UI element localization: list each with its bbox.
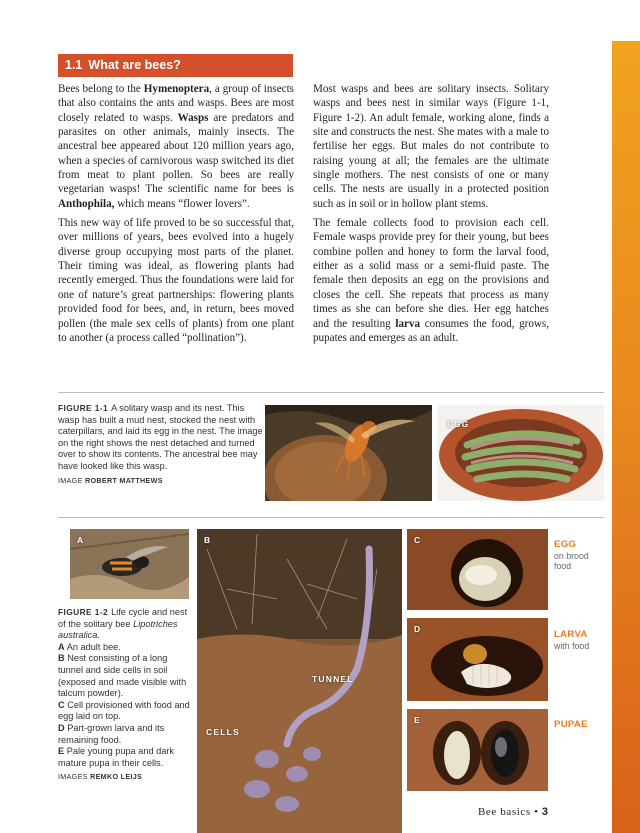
egg-cell-photo [407, 529, 548, 610]
paragraph: Bees belong to the Hymenoptera, a group of insects that also contains the ants and wasps. Bees are most closely related to wasps. Wasps are predators and parasites on other animals, mainly insects. The ancestral bee appeared about 120 million years ago, when a species of carnivorous wasp switched its diet from meat to plant pollen. So bees are really vegetarian wasps! The scientific name for bees is Anthophila, which means “flower lovers”. [58, 83, 294, 210]
photo-label: B [204, 535, 212, 545]
running-footer: Bee basics [478, 806, 531, 818]
adult-bee-photo [70, 529, 189, 599]
bold-term: Hymenoptera [143, 83, 210, 95]
caption-item-c: C Cell provisioned with food and egg laid on top. [58, 699, 190, 722]
body-column-right [313, 82, 549, 350]
caption-item-d: D Part-grown larva and its remaining food. [58, 722, 165, 745]
paragraph: Most wasps and bees are solitary insects. Solitary wasps and bees nest in similar ways (Figure 1-1, Figure 1-2). An adult female, working alone, finds a site and constructs the nest. She mates with a male to fertilise her eggs. But males do not contribute to raising young at all; the females are the ultimate single mothers. The nest consists of one or many cells. The nests are usually in a protected position such as in soil or in hollow plant stems. [313, 83, 549, 210]
figure-number: FIGURE 1-1 [58, 403, 109, 413]
photo-label: C [414, 535, 422, 545]
figure-1-1-caption [58, 403, 264, 486]
larva-cell-photo [407, 618, 548, 701]
stage-label-egg: EGG on brood food [554, 539, 589, 571]
body-column-left [58, 82, 294, 350]
photo-label: A [77, 535, 85, 545]
paragraph: The female collects food to provision each cell. Female wasps provide prey for their young, but bees combine pollen and honey to form the larval food, either as a solid mass or a semi-fluid paste. The female then deposits an egg on the provisions and closes the cell. She repeats that process as many times as she can before she dies. Her egg hatches and the resulting larva consumes the food, grows, pupates and emerges as an adult. [313, 217, 549, 344]
image-credit: IMAGES REMKO LEIJS [58, 772, 143, 782]
section-heading [58, 54, 293, 77]
bold-term: Wasps [177, 111, 209, 124]
photo-label: EGG [447, 419, 470, 429]
paragraph: This new way of life proved to be so successful that, over millions of years, bees evolved into a hugely diverse group occupying most parts of the planet. Their timing was ideal, as flowering plants had recently emerged. Thus the foundations were laid for one of nature’s great partnerships: flowering plants provided food for bees, and, in return, bees moved pollen (the male sex cells of plants) from one plant to another (a process called “pollination”). [58, 217, 294, 344]
page-number: 3 [541, 806, 549, 818]
chapter-tab-bar [612, 41, 640, 833]
nest-tunnel-photo [197, 529, 402, 833]
caption-item-e: E Pale young pupa and dark mature pupa in their cells. [58, 746, 174, 768]
photo-label: E [414, 715, 421, 725]
pupae-cells-photo [407, 709, 548, 791]
image-credit: IMAGE ROBERT MATTHEWS [58, 475, 163, 485]
section-title: What are bees? [88, 58, 181, 72]
divider [58, 517, 604, 518]
photo-label-tunnel: TUNNEL [312, 674, 354, 684]
caption-item-b: B Nest consisting of a long tunnel and side cells in soil (exposed and made visible with talcum powder). [58, 653, 187, 699]
figure-1-2-caption: FIGURE 1-2 Life cycle and nest of the solitary bee Lipotriches australica. A An adult bee. B Nest consisting of a long tunnel and side cells in soil (exposed and made visible with talcum powder). C Cell provisioned with food and egg laid on top. D Part-grown larva and its remaining food. E Pale young pupa and dark mature pupa in their cells. IMAGES REMKO LEIJS [58, 607, 193, 783]
page-footer [478, 806, 549, 818]
figure-number: FIGURE 1-2 [58, 607, 109, 617]
section-number: 1.1 [65, 58, 83, 72]
stage-label-larva: LARVA with food [554, 629, 590, 651]
photo-label-cells: CELLS [206, 727, 240, 737]
stage-label-pupae: PUPAE [554, 719, 588, 730]
caption-item-a: A An adult bee. [58, 641, 121, 652]
photo-label: D [414, 624, 422, 634]
bold-term: Anthophila, [58, 197, 115, 210]
caption-text: A solitary wasp and its nest. This wasp has built a mud nest, stocked the nest with caterpillars, and laid its egg in the nest. The image on the right shows the nest detached and turned over to show its contents. The ancestral bee may have looked like this wasp. [58, 403, 263, 471]
nest-contents-photo [437, 405, 604, 501]
species-name: Lipotriches australica. [58, 618, 178, 641]
footer-separator: • [534, 806, 539, 818]
divider [58, 392, 604, 393]
bold-term: larva [395, 317, 421, 330]
wasp-nest-photo [265, 405, 432, 501]
